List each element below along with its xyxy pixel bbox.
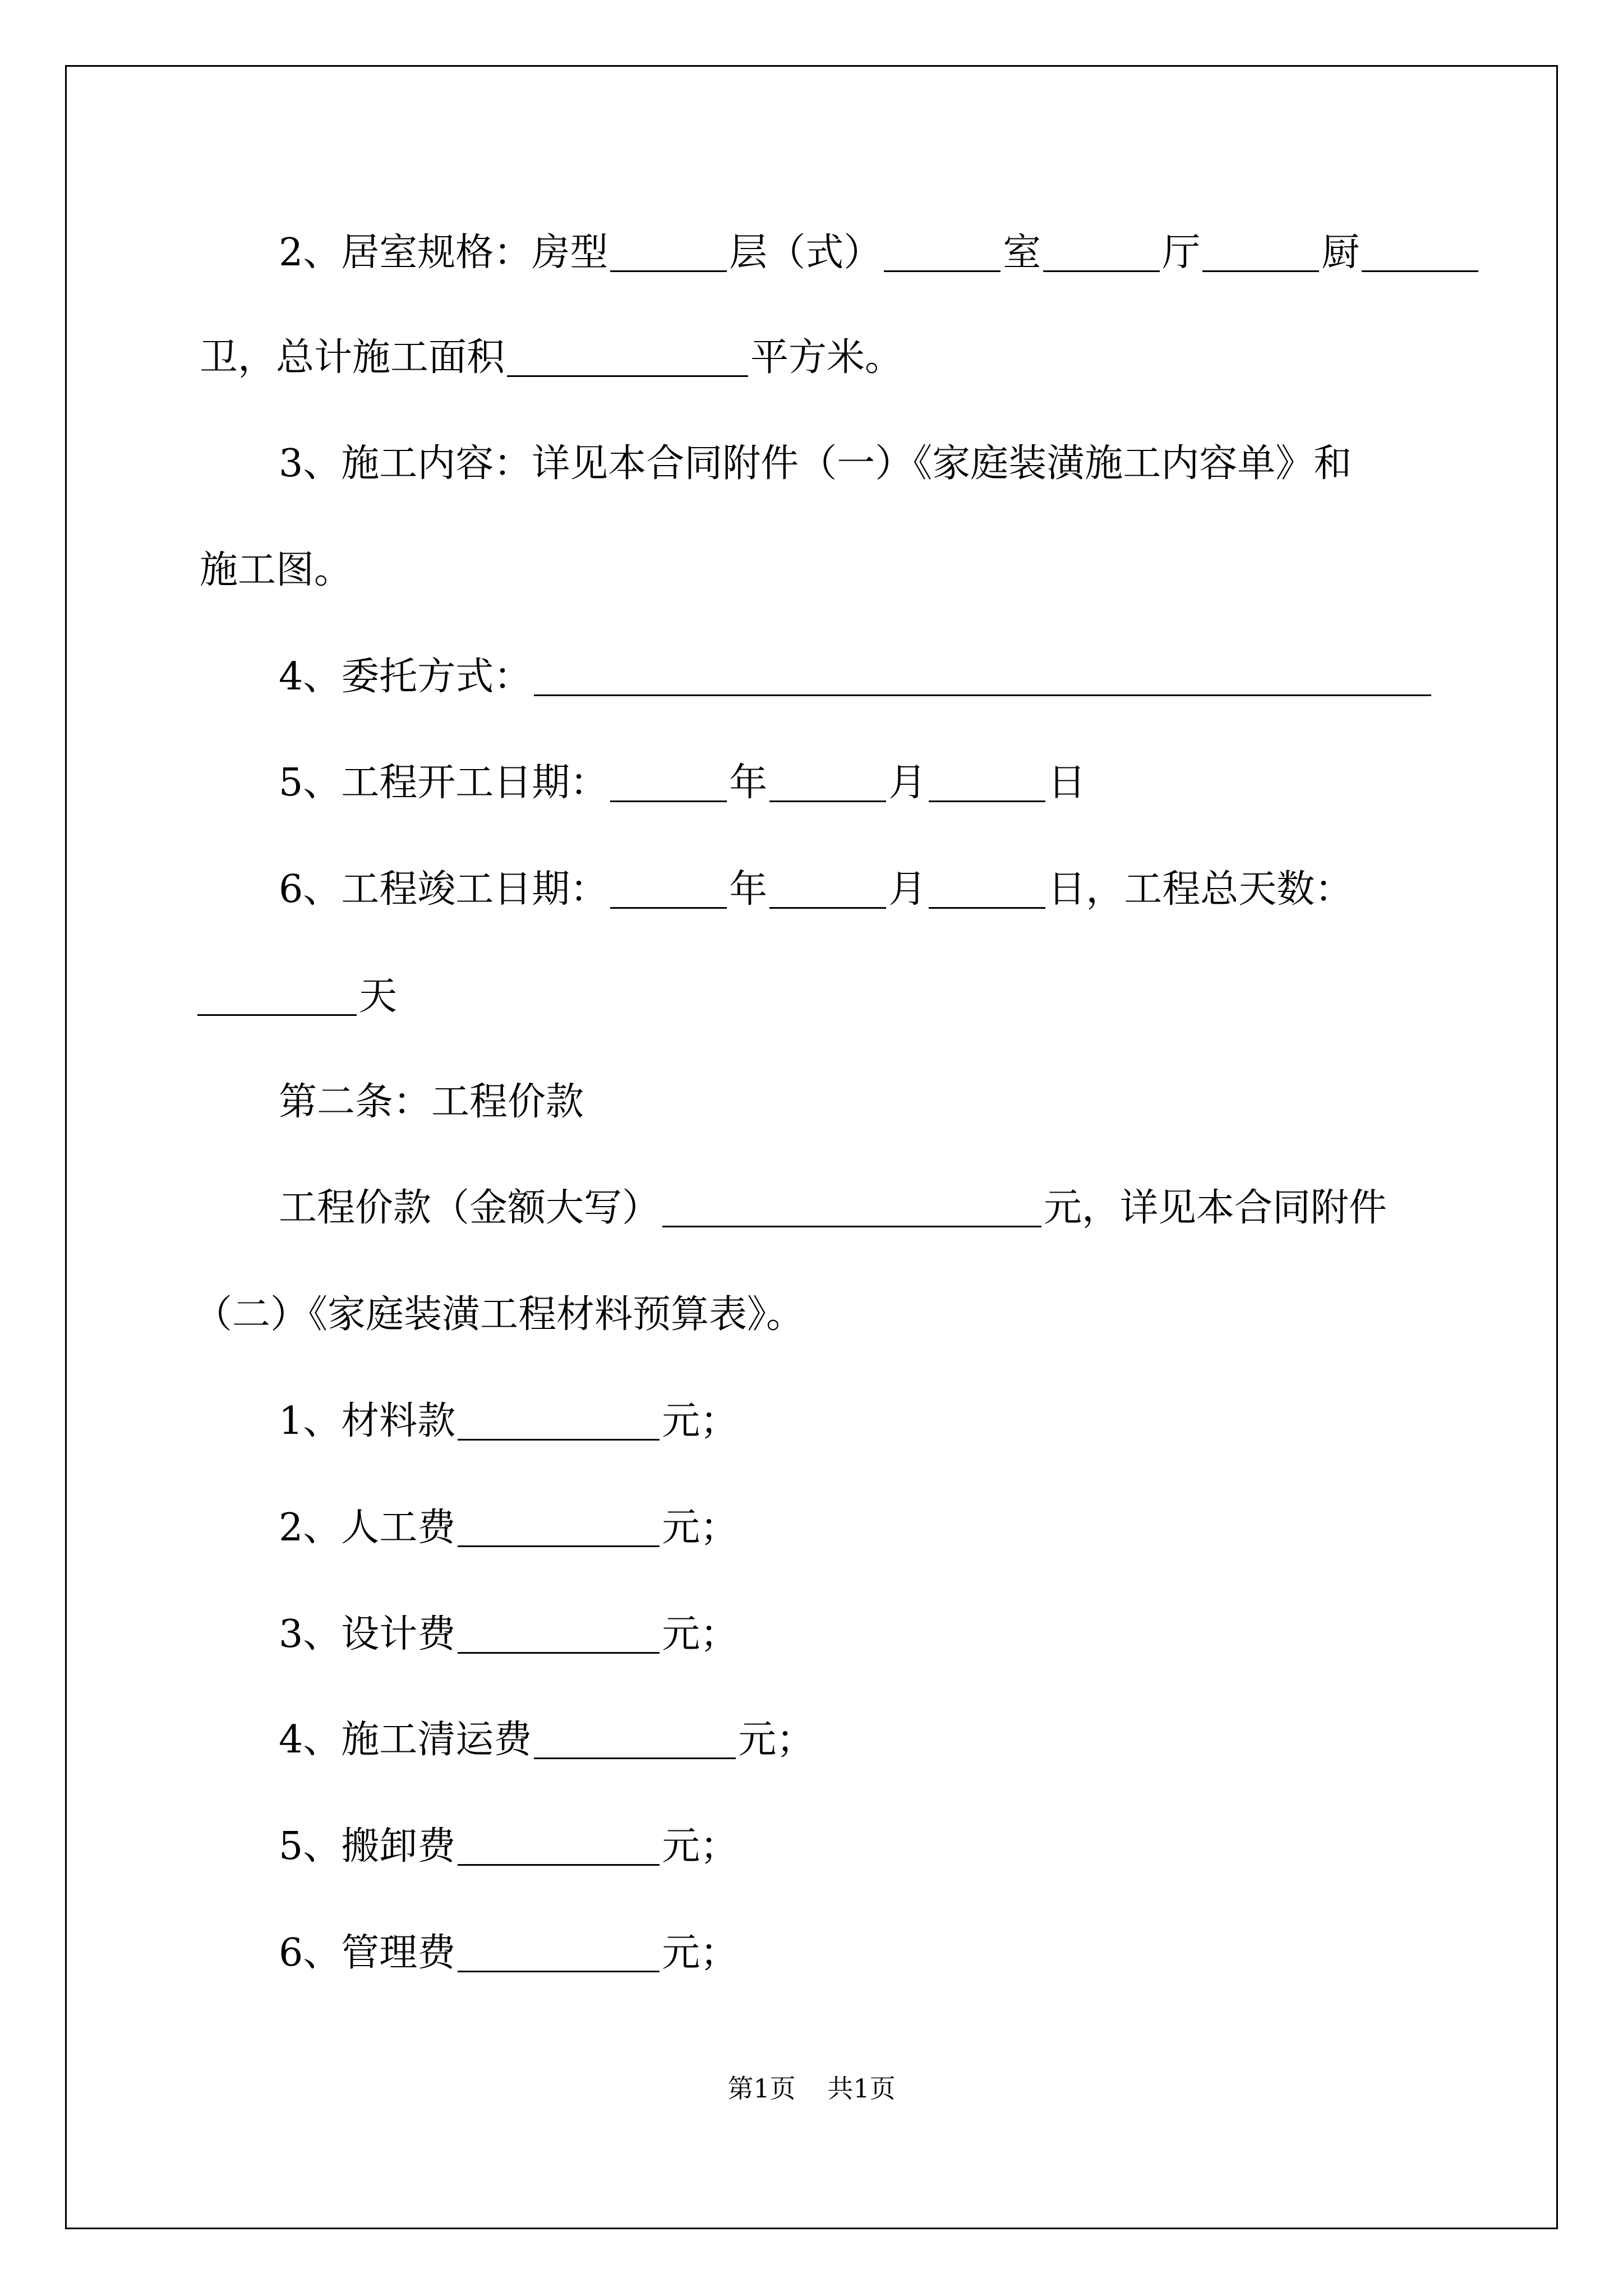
completion-day-total-label: 日，工程总天数： (1048, 867, 1353, 912)
labor-cost-blank (458, 1513, 660, 1547)
floor-blank (610, 238, 727, 272)
cleanup-cost-line (279, 1718, 815, 1762)
price-amount-cont-text: （二）《家庭装潢工程材料预算表》。 (194, 1292, 805, 1337)
kitchen-count-blank (1202, 238, 1319, 272)
area-blank (507, 343, 748, 377)
commission-method-blank (534, 662, 1431, 696)
handling-cost-unit: 元； (662, 1824, 739, 1869)
room-spec-cont-line (200, 335, 903, 380)
room-count-blank (884, 238, 1000, 272)
construction-content-text: 3、施工内容：详见本合同附件（一）《家庭装潢施工内容单》和 (279, 441, 1352, 486)
cleanup-cost-blank (534, 1726, 736, 1759)
total-days-unit: 天 (359, 974, 398, 1019)
start-date-line (279, 761, 1086, 805)
cleanup-cost-label: 4、施工清运费 (279, 1718, 532, 1762)
completion-month-blank (769, 875, 886, 909)
kitchen-label: 厨 (1321, 231, 1360, 275)
design-cost-label: 3、设计费 (279, 1612, 456, 1657)
construction-content-cont-line (200, 548, 353, 592)
completion-year-label: 年 (729, 867, 768, 912)
construction-content-line (279, 441, 1352, 486)
price-amount-line (279, 1186, 1387, 1230)
completion-date-label: 6、工程竣工日期： (279, 867, 608, 912)
handling-cost-blank (458, 1832, 660, 1866)
labor-cost-label: 2、人工费 (279, 1506, 456, 1550)
design-cost-line (279, 1612, 739, 1657)
handling-cost-line (279, 1824, 739, 1869)
management-cost-line (279, 1931, 739, 1975)
management-cost-blank (458, 1939, 660, 1972)
total-days-blank (197, 982, 357, 1016)
design-cost-unit: 元； (662, 1612, 739, 1657)
handling-cost-label: 5、搬卸费 (279, 1824, 456, 1869)
price-amount-blank (662, 1194, 1041, 1227)
start-day-blank (929, 769, 1045, 802)
floor-type-label: 层（式） (729, 231, 882, 275)
commission-method-line (279, 655, 1433, 699)
start-date-label: 5、工程开工日期： (279, 761, 608, 805)
management-cost-label: 6、管理费 (279, 1931, 456, 1975)
area-label: 卫，总计施工面积 (200, 335, 505, 380)
material-cost-blank (458, 1407, 660, 1441)
completion-day-blank (929, 875, 1045, 909)
material-cost-label: 1、材料款 (279, 1399, 456, 1443)
construction-content-cont-text: 施工图。 (200, 548, 353, 592)
material-cost-line (279, 1399, 739, 1443)
price-amount-suffix: 元，详见本合同附件 (1044, 1186, 1387, 1230)
area-unit: 平方米。 (750, 335, 903, 380)
page-current: 第1页 (727, 2073, 796, 2104)
page-footer (0, 2073, 1623, 2104)
article-two-title-line (279, 1080, 584, 1124)
room-spec-label: 2、居室规格：房型 (279, 231, 608, 275)
start-month-label: 月 (888, 761, 927, 805)
price-amount-label: 工程价款（金额大写） (279, 1186, 661, 1230)
bathroom-count-blank (1362, 238, 1478, 272)
room-spec-line (279, 231, 1481, 275)
labor-cost-unit: 元； (662, 1506, 739, 1550)
management-cost-unit: 元； (662, 1931, 739, 1975)
price-amount-cont-line (194, 1292, 805, 1337)
page-border (65, 65, 1558, 2229)
total-days-line (197, 974, 398, 1019)
hall-label: 厅 (1162, 231, 1201, 275)
room-label: 室 (1003, 231, 1041, 275)
completion-date-line (279, 867, 1353, 912)
hall-count-blank (1043, 238, 1160, 272)
start-year-label: 年 (729, 761, 768, 805)
start-year-blank (610, 769, 727, 802)
article-two-title: 第二条：工程价款 (279, 1080, 584, 1124)
page-total: 共1页 (827, 2073, 896, 2104)
start-day-label: 日 (1048, 761, 1086, 805)
completion-year-blank (610, 875, 727, 909)
commission-method-label: 4、委托方式： (279, 655, 532, 699)
labor-cost-line (279, 1506, 739, 1550)
cleanup-cost-unit: 元； (738, 1718, 815, 1762)
completion-month-label: 月 (888, 867, 927, 912)
design-cost-blank (458, 1620, 660, 1654)
start-month-blank (769, 769, 886, 802)
material-cost-unit: 元； (662, 1399, 739, 1443)
